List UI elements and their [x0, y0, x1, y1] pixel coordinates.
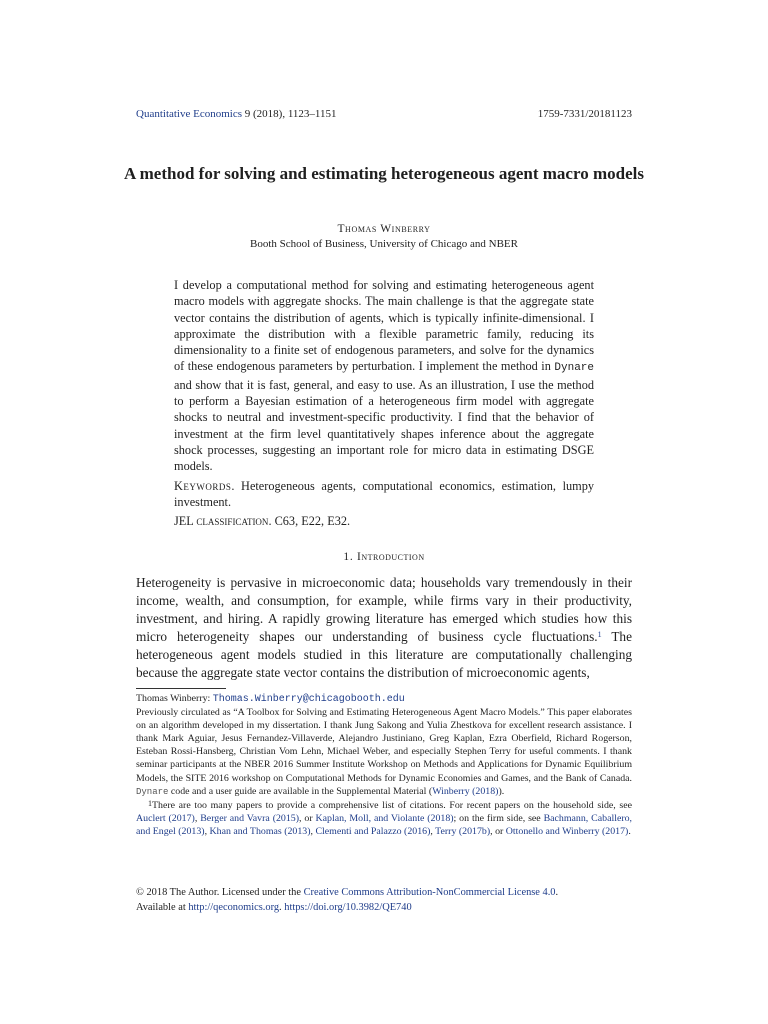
license-block [136, 885, 632, 915]
intro-paragraph [136, 574, 632, 682]
ref-ottonello-winberry[interactable]: Ottonello and Winberry (2017) [505, 825, 629, 837]
ref-clementi-palazzo[interactable]: Clementi and Palazzo (2016) [315, 825, 431, 837]
footnotes [136, 692, 632, 838]
ref-winberry-2018[interactable]: Winberry (2018) [432, 785, 499, 797]
journal-citation: 9 (2018), 1123–1151 [242, 108, 337, 120]
intro-body [136, 574, 632, 682]
url-separator: . [279, 902, 285, 913]
jel-classification [174, 513, 594, 529]
sep: . [628, 825, 631, 837]
ref-khan-thomas[interactable]: Khan and Thomas (2013) [209, 825, 311, 837]
footnote-1-text: There are too many papers to provide a comprehensive list of citations. For recent papers on the household side, see [152, 799, 632, 811]
keywords-label: Keywords [174, 478, 232, 493]
sep: , [430, 825, 436, 837]
intro-text1: Heterogeneity is pervasive in microeconomic data; households vary tremendously in their income, wealth, and consumption, for example, while firms vary in their productivity, investment, and hiring. A rapidly growing literature has emerged which studies how this micro heterogeneity shapes our understanding of business cycle fluctuations. [136, 575, 632, 644]
paper-title: A method for solving and estimating heterogeneous agent macro models [124, 164, 644, 183]
keywords [174, 478, 594, 511]
footnote-1-mark: 1 [148, 798, 152, 808]
keywords-text: . Heterogeneous agents, computational economics, estimation, lumpy investment. [174, 478, 594, 509]
abstract [174, 277, 594, 529]
dynare-code: Dynare [554, 362, 594, 375]
jel-label: JEL classification [174, 514, 269, 529]
journal-url-link[interactable]: http://qeconomics.org [188, 902, 280, 913]
acknowledgements [136, 706, 632, 799]
author-affiliation: Booth School of Business, University of Chicago and NBER [250, 238, 518, 250]
ref-bachmann[interactable]: Bachmann, Caballero, and Engel (2013) [136, 812, 633, 837]
author-contact [136, 692, 632, 706]
license-link[interactable]: Creative Commons Attribution-NonCommercial License 4.0 [303, 887, 556, 898]
sep: , or [299, 812, 316, 824]
section-number: 1. [343, 551, 357, 563]
license-line [136, 885, 632, 900]
abstract-part2: and show that it is fast, general, and easy to use. As an illustration, I use the method to perform a Bayesian estimation of a heterogeneous firm model with aggregate shocks to neutral and investment-specific productivity. I find that the behavior of investment at the firm level quantitatively shapes inference about the aggregate shock processes, suggesting an important role for micro data in estimating DSGE models. [174, 377, 594, 474]
ack-text-end: code and a user guide are available in the Supplemental Material ( [168, 785, 433, 797]
ref-terry[interactable]: Terry (2017b) [435, 825, 491, 837]
footnote-rule [136, 688, 226, 689]
sep: , [194, 812, 201, 824]
sep: , or [490, 825, 506, 837]
jel-codes: . C63, E22, E32. [268, 514, 351, 529]
section-title: Introduction [357, 551, 425, 563]
sep: , [204, 825, 210, 837]
abstract-part1: I develop a computational method for solving and estimating heterogeneous agent macro models with aggregate shocks. The main challenge is that the aggregate state vector contains the distribution of agents, which is typically infinite-dimensional. I approximate the distribution with a flexible parametric family, reducing its dimensionality to a finite set of endogenous parameters, and solve for the dynamics of these endogenous parameters by perturbation. I implement the method in [174, 278, 594, 374]
ack-text: Previously circulated as “A Toolbox for Solving and Estimating Heterogeneous Agent Macro Models.” This paper elaborates on an algorithm developed in my dissertation. I thank Jung Sakong and Yulia Zhestkova for excellent research assistance. I thank Mark Aguiar, Jesus Fernandez-Villaverde, Alejandro Justiniano, Greg Kaplan, Ezra Oberfield, Richard Rogerson, Esteban Rossi-Hansberg, Christian Vom Lehn, Michael Weber, and especially Stephen Terry for useful comments. I thank seminar participants at the NBER 2016 Summer Institute Workshop on Methods and Applications for Dynamic Equilibrium Models, the SITE 2016 workshop on Computational Methods for Dynamic Economies and Games, and the Bank of Canada. [136, 707, 632, 784]
available-text: Available at [136, 902, 189, 913]
ref-kaplan-moll-violante[interactable]: Kaplan, Moll, and Violante (2018) [315, 812, 454, 824]
license-text: © 2018 The Author. Licensed under the [136, 887, 304, 898]
issn: 1759-7331/20181123 [537, 108, 632, 120]
ref-auclert[interactable]: Auclert (2017) [136, 812, 195, 824]
author-name: Thomas Winberry [337, 223, 431, 235]
license-dot: . [555, 887, 559, 898]
sep: ; on the firm side, see [453, 812, 544, 824]
doi-link[interactable]: https://doi.org/10.3982/QE740 [284, 902, 412, 913]
sep: , [310, 825, 316, 837]
intro-text2: The heterogeneous agent models studied in this literature are computationally challenging because the aggregate state vector contains the distribution of microeconomic agents, [136, 629, 632, 680]
footnote-marker[interactable]: 1 [597, 630, 602, 639]
ref-berger-vavra[interactable]: Berger and Vavra (2015) [200, 812, 300, 824]
contact-name: Thomas Winberry: [136, 693, 213, 704]
journal-link[interactable]: Quantitative Economics [136, 108, 242, 120]
dynare-code-footnote: Dynare [136, 786, 169, 797]
ack-close: ). [498, 785, 505, 797]
abstract-text [174, 277, 594, 475]
availability-line [136, 900, 632, 915]
section-heading [100, 551, 668, 563]
email-link[interactable]: Thomas.Winberry@chicagobooth.edu [212, 694, 405, 705]
footnote-1 [136, 799, 632, 838]
running-header [136, 107, 632, 121]
